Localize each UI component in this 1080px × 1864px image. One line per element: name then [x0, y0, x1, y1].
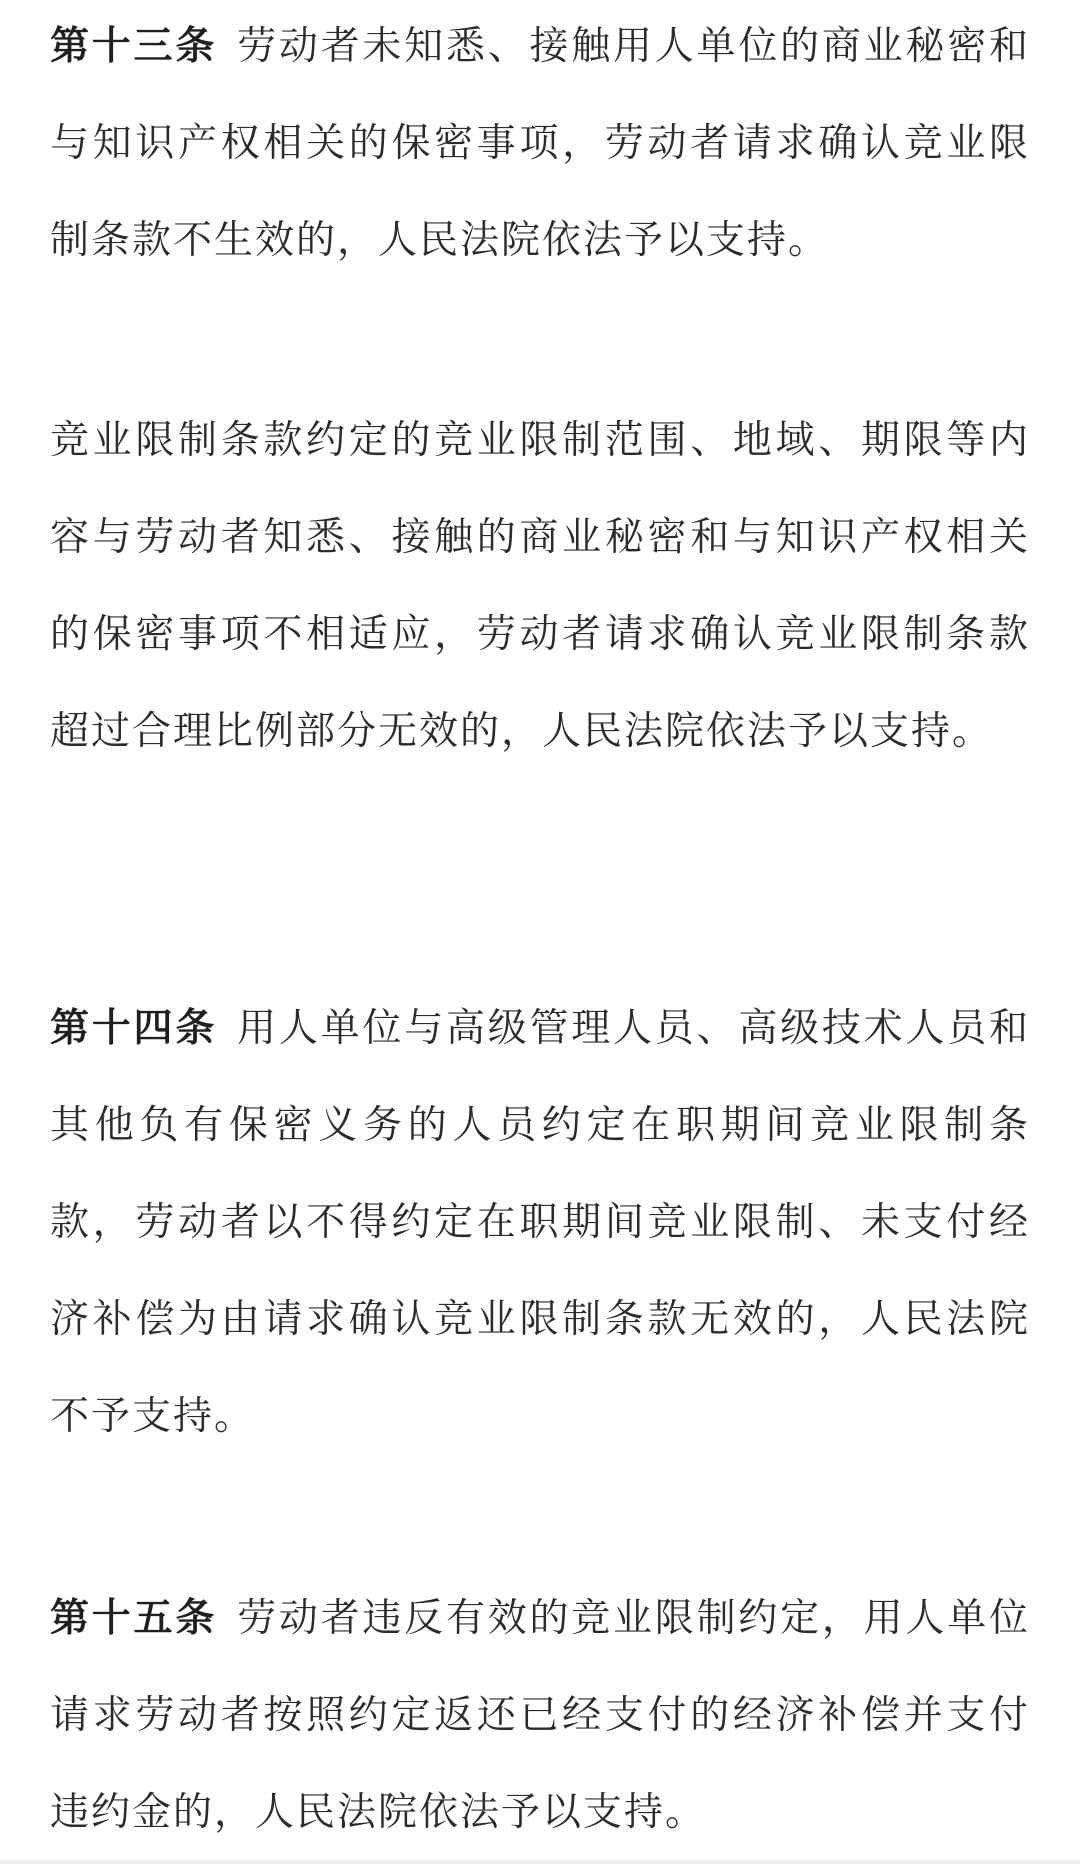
article-13-paragraph [50, 0, 1030, 289]
article-14-text: 用人单位与高级管理人员、高级技术人员和其他负有保密义务的人员约定在职期间竞业限制条款，劳动者以不得约定在职期间竞业限制、未支付经济补偿为由请求确认竞业限制条款无效的，人民法院不予支持。 [50, 1006, 1030, 1439]
article-15-text: 劳动者违反有效的竞业限制约定，用人单位请求劳动者按照约定返还已经支付的经济补偿并支付违约金的，人民法院依法予以支持。 [50, 1596, 1030, 1835]
article-13-text-2: 竞业限制条款约定的竞业限制范围、地域、期限等内容与劳动者知悉、接触的商业秘密和与知识产权相关的保密事项不相适应，劳动者请求确认竞业限制条款超过合理比例部分无效的，人民法院依法予以支持。 [50, 418, 1030, 754]
article-14-label: 第十四条 [50, 1006, 218, 1051]
article-15-paragraph [50, 1570, 1030, 1861]
article-14-paragraph [50, 980, 1030, 1465]
article-13-label: 第十三条 [50, 24, 218, 69]
bottom-divider [0, 1860, 1080, 1864]
article-15-label: 第十五条 [50, 1596, 218, 1641]
article-13-text: 劳动者未知悉、接触用人单位的商业秘密和与知识产权相关的保密事项，劳动者请求确认竞业限制条款不生效的，人民法院依法予以支持。 [50, 24, 1030, 263]
article-13-paragraph-2 [50, 392, 1030, 780]
